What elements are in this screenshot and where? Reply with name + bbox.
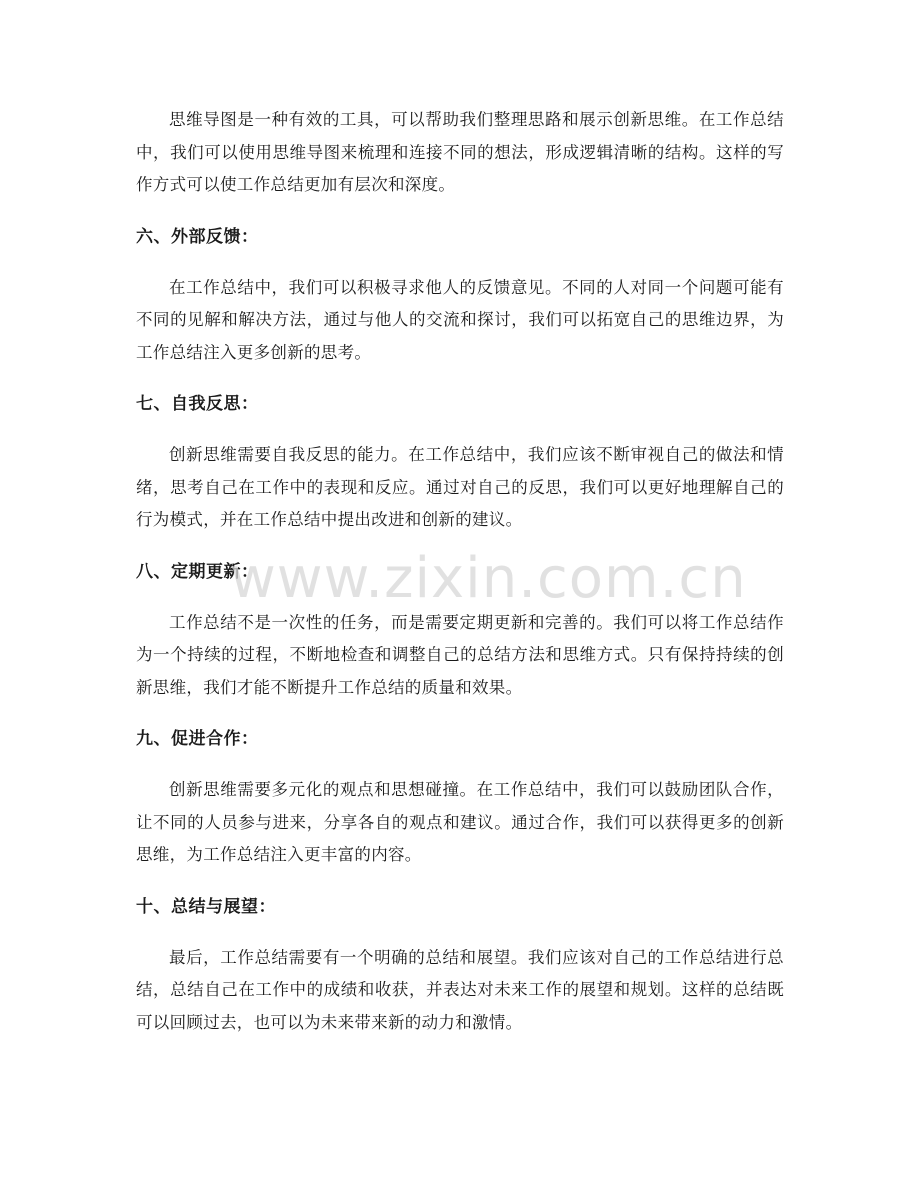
section-paragraph-self-reflection: 创新思维需要自我反思的能力。在工作总结中，我们应该不断审视自己的做法和情绪，思考自己在工作中的表现和反应。通过对自己的反思，我们可以更好地理解自己的行为模式，并在工作总结中提出改进和创新的建议。 <box>136 445 784 529</box>
document-body <box>136 104 784 1039</box>
section-paragraph-promote-cooperation: 创新思维需要多元化的观点和思想碰撞。在工作总结中，我们可以鼓励团队合作，让不同的人员参与进来，分享各自的观点和建议。通过合作，我们可以获得更多的创新思维，为工作总结注入更丰富的内容。 <box>136 780 784 864</box>
section-paragraph-external-feedback: 在工作总结中，我们可以积极寻求他人的反馈意见。不同的人对同一个问题可能有不同的见解和解决方法，通过与他人的交流和探讨，我们可以拓宽自己的思维边界，为工作总结注入更多创新的思考。 <box>136 277 784 362</box>
section-paragraph-regular-update: 工作总结不是一次性的任务，而是需要定期更新和完善的。我们可以将工作总结作为一个持续的过程，不断地检查和调整自己的总结方法和思维方式。只有保持持续的创新思维，我们才能不断提升工作总结的质量和效果。 <box>136 612 784 697</box>
section-heading-self-reflection: 七、自我反思： <box>136 394 259 414</box>
section-heading-external-feedback: 六、外部反馈： <box>136 226 259 247</box>
intro-paragraph: 思维导图是一种有效的工具，可以帮助我们整理思路和展示创新思维。在工作总结中，我们可以使用思维导图来梳理和连接不同的想法，形成逻辑清晰的结构。这样的写作方式可以使工作总结更加有层次和深度。 <box>136 110 784 194</box>
section-heading-regular-update: 八、定期更新： <box>136 561 259 582</box>
section-paragraph-summary-outlook: 最后，工作总结需要有一个明确的总结和展望。我们应该对自己的工作总结进行总结，总结自己在工作中的成绩和收获，并表达对未来工作的展望和规划。这样的总结既可以回顾过去，也可以为未来带来新的动力和激情。 <box>136 947 784 1032</box>
section-heading-promote-cooperation: 九、促进合作： <box>136 729 259 749</box>
watermark: www.zixin.com.cn <box>230 546 747 611</box>
section-heading-summary-outlook: 十、总结与展望： <box>136 896 276 917</box>
